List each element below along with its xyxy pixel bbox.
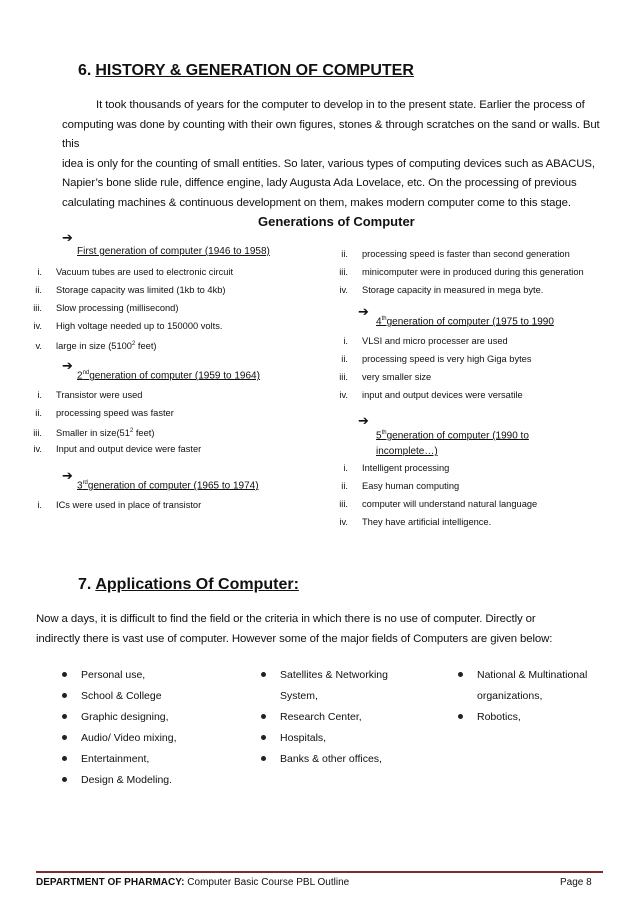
list-item: ii. Easy human computing — [341, 481, 460, 491]
applications-col-3 — [458, 665, 587, 728]
gen5-list — [320, 462, 537, 534]
para-line-1: It took thousands of years for the computer to develop in to the present state. Earlier the process of — [96, 99, 585, 111]
gen1-list — [14, 266, 233, 356]
list-item: iii. minicomputer were in produced during this generation — [339, 267, 584, 277]
list-item: i. Vacuum tubes are used to electronic circuit — [37, 267, 234, 277]
list-item: i. ICs were used in place of transistor — [37, 500, 202, 510]
gen2-list — [14, 389, 201, 461]
gen3-continued-list — [320, 248, 584, 302]
list-item: ii. Storage capacity was limited (1kb to 4kb) — [35, 285, 226, 295]
para-line-2: indirectly there is vast use of computer. However some of the major fields of Computers are given below: — [36, 632, 553, 645]
gen4-title: 4thgeneration of computer (1975 to 1990 — [376, 316, 554, 328]
bullet-icon — [62, 693, 67, 698]
section-6-paragraph — [62, 96, 607, 213]
list-item: System, — [280, 690, 318, 702]
list-item: Satellites & Networking — [261, 665, 388, 686]
footer-left — [36, 877, 349, 888]
bullet-icon — [62, 714, 67, 719]
arrow-icon: ➔ — [62, 231, 73, 246]
gen3-title: 3rdgeneration of computer (1965 to 1974) — [77, 480, 259, 492]
list-item: Graphic designing, — [62, 707, 177, 728]
list-item: i. Transistor were used — [37, 390, 143, 400]
bullet-icon — [62, 777, 67, 782]
list-item: iv. They have artificial intelligence. — [339, 517, 492, 527]
arrow-icon: ➔ — [358, 414, 369, 429]
list-item: organizations, — [477, 690, 543, 702]
applications-col-2 — [261, 665, 388, 770]
list-item: Personal use, — [62, 665, 177, 686]
list-item: iv. Input and output device were faster — [33, 444, 202, 454]
bullet-icon — [261, 672, 266, 677]
section-6-heading — [78, 62, 414, 80]
bullet-icon — [261, 714, 266, 719]
para-line-4: Napier’s bone slide rule, diffence engine, lady Augusta Ada Lovelace, etc. On the processing of previous — [62, 177, 577, 189]
section-6-number: 6. — [78, 62, 92, 79]
section-7-number: 7. — [78, 576, 92, 593]
list-item: Banks & other offices, — [261, 749, 388, 770]
list-item: School & College — [62, 686, 177, 707]
list-item: Research Center, — [261, 707, 388, 728]
bullet-icon — [62, 672, 67, 677]
gen3-list — [14, 499, 201, 517]
list-item: National & Multinational — [458, 665, 587, 686]
bullet-icon — [261, 735, 266, 740]
list-item: iv. Storage capacity in measured in mega byte. — [339, 285, 544, 295]
list-item: iv. High voltage needed up to 150000 volts. — [33, 321, 223, 331]
list-item: Audio/ Video mixing, — [62, 728, 177, 749]
bullet-icon — [458, 714, 463, 719]
generations-subheading: Generations of Computer — [258, 214, 415, 229]
gen1-title: First generation of computer (1946 to 1958) — [77, 246, 270, 257]
list-item: Hospitals, — [261, 728, 388, 749]
gen2-title: 2ndgeneration of computer (1959 to 1964) — [77, 370, 260, 382]
list-item: iii. very smaller size — [339, 372, 432, 382]
section-7-heading — [78, 576, 299, 594]
list-item: i. Intelligent processing — [343, 463, 450, 473]
section-7-paragraph — [36, 610, 606, 649]
gen5-title: 5thgeneration of computer (1990 to incomplete…) — [376, 430, 529, 458]
footer-divider — [36, 871, 603, 873]
bullet-icon — [62, 735, 67, 740]
gen4-list — [320, 335, 532, 407]
list-item: iii. computer will understand natural language — [339, 499, 538, 509]
applications-col-1 — [62, 665, 177, 791]
footer-page-number: Page 8 — [560, 877, 592, 888]
list-item: ii. processing speed is very high Giga bytes — [341, 354, 532, 364]
list-item: v. large in size (5100$^2$ feet) — [35, 341, 157, 352]
list-item: ii. processing speed is faster than second generation — [341, 249, 570, 259]
arrow-icon: ➔ — [62, 469, 73, 484]
list-item: ii. processing speed was faster — [35, 408, 174, 418]
list-item: iii. Slow processing (millisecond) — [33, 303, 179, 313]
list-item: iii. Smaller in $size(51^2$ feet) — [33, 428, 155, 439]
para-line-1: Now a days, it is difficult to find the field or the criteria in which there is no use of computer. Directly or — [36, 613, 536, 625]
para-line-2: computing was done by counting with their own figures, stones & through scratches on the sand or walls. But this — [62, 118, 600, 150]
para-line-3: idea is only for the counting of small entities. So later, various types of computing devices such as ABACUS, — [62, 157, 595, 170]
list-item: Robotics, — [458, 707, 587, 728]
bullet-icon — [458, 672, 463, 677]
para-line-5: calculating machines & continuous development on them, makes modern computer come to this stage. — [62, 196, 571, 209]
footer-course: Computer Basic Course PBL Outline — [184, 877, 350, 888]
list-item: i. VLSI and micro processer are used — [343, 336, 508, 346]
list-item: Design & Modeling. — [62, 770, 177, 791]
bullet-icon — [261, 756, 266, 761]
footer-dept: DEPARTMENT OF PHARMACY: — [36, 877, 185, 888]
arrow-icon: ➔ — [62, 359, 73, 374]
section-6-title: HISTORY & GENERATION OF COMPUTER — [95, 62, 414, 79]
list-item: iv. input and output devices were versatile — [339, 390, 523, 400]
section-7-title: Applications Of Computer: — [95, 576, 299, 593]
list-item: Entertainment, — [62, 749, 177, 770]
bullet-icon — [62, 756, 67, 761]
arrow-icon: ➔ — [358, 305, 369, 320]
